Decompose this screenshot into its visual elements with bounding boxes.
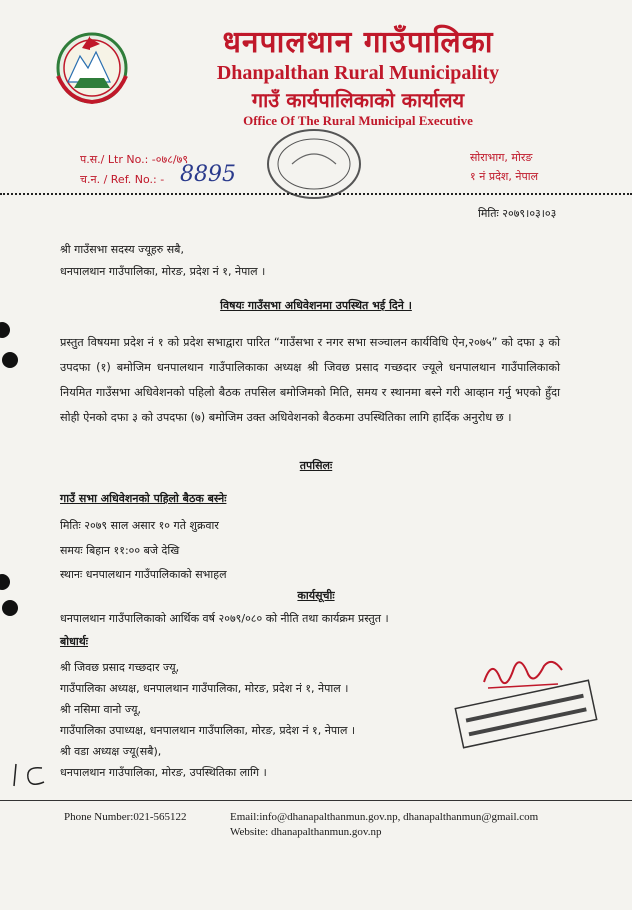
recipient-line-2: धनपालथान गाउँपालिका, मोरङ, प्रदेश नं १, नेपाल । <box>60 265 266 278</box>
cc-heading: बोधार्थः <box>60 635 88 648</box>
footer-divider <box>0 800 632 801</box>
office-name-english: Office Of The Rural Municipal Executive <box>243 113 473 128</box>
margin-note <box>10 760 50 790</box>
agenda-heading: कार्यसूचीः <box>297 589 335 602</box>
punch-hole <box>0 322 10 338</box>
meeting-time: समयः बिहान ११:०० बजे देखि <box>60 544 180 557</box>
ref-number-handwritten: 8895 <box>180 162 236 187</box>
cc-line: गाउँपालिका उपाध्यक्ष, धनपालथान गाउँपालिका, मोरङ, प्रदेश नं १, नेपाल । <box>60 724 356 737</box>
letter-date: मितिः २०७९।०३।०३ <box>478 207 557 220</box>
cc-line: श्री नसिमा वानो ज्यू, <box>60 703 142 716</box>
address-line-1: सोराभाग, मोरङ <box>470 151 533 164</box>
cc-line: श्री वडा अध्यक्ष ज्यू(सबै), <box>60 745 162 758</box>
municipality-logo <box>44 26 140 110</box>
body-paragraph: प्रस्तुत विषयमा प्रदेश नं १ को प्रदेश सभाद्वारा पारित “गाउँसभा र नगर सभा सञ्चालन कार्यविधि ऐन,२०७५” को दफा ३ को उपदफा (१) बमोजिम धनपालथान गाउँपालिकाका अध्यक्ष श्री जिवछ प्रसाद गच्छदार ज्यूले धनपालथान गाउँपालिकाको नियमित गाउँसभा अधिवेशनको पहिलो बैठक तपसिल बमोजिमको मिति, समय र स्थानमा बस्ने गरी आव्हान गर्नु भएको हुँदा सोही ऐनको दफा ३ को उपदफा (७) बमोजिम उक्त अधिवेशनको बैठकमा उपस्थितिका लागि हार्दिक अनुरोध छ । <box>60 336 560 424</box>
footer-phone: Phone Number:021-565122 <box>64 811 187 823</box>
footer-website: Website: dhanapalthanmun.gov.np <box>230 826 382 838</box>
cc-line: गाउँपालिका अध्यक्ष, धनपालथान गाउँपालिका, मोरङ, प्रदेश नं १, नेपाल । <box>60 682 349 695</box>
cc-line: श्री जिवछ प्रसाद गच्छदार ज्यू, <box>60 661 180 674</box>
address-line-2: १ नं प्रदेश, नेपाल <box>470 170 539 183</box>
meeting-heading: गाउँ सभा अधिवेशनको पहिलो बैठक बस्नेः <box>60 492 227 505</box>
recipient-line-1: श्री गाउँसभा सदस्य ज्यूहरु सबै, <box>60 243 184 256</box>
municipality-name-nepali: धनपालथान गाउँपालिका <box>222 25 494 60</box>
header-divider <box>0 193 632 195</box>
punch-hole <box>2 600 18 616</box>
punch-hole <box>2 352 18 368</box>
ref-number-label: च.न. / Ref. No.: - <box>80 173 165 186</box>
footer-email: Email:info@dhanapalthanmun.gov.np, dhanapalthanmun@gmail.com <box>230 811 539 823</box>
letter-number: प.स./ Ltr No.: -०७८/७९ <box>80 153 189 166</box>
meeting-place: स्थानः धनपालथान गाउँपालिकाको सभाहल <box>60 568 227 581</box>
agenda-item: धनपालथान गाउँपालिकाको आर्थिक वर्ष २०७९/०८० को नीति तथा कार्यक्रम प्रस्तुत । <box>60 612 389 625</box>
tapsil-heading: तपसिलः <box>299 459 333 472</box>
subject-line: विषयः गाउँसभा अधिवेशनमा उपस्थित भई दिने । <box>220 299 412 312</box>
office-seal <box>262 124 366 204</box>
municipality-name-english: Dhanpalthan Rural Municipality <box>216 62 500 84</box>
meeting-date: मितिः २०७९ साल असार १० गते शुक्रवार <box>60 519 219 532</box>
office-name-nepali: गाउँ कार्यपालिकाको कार्यालय <box>251 88 465 112</box>
cc-line: धनपालथान गाउँपालिका, मोरङ, उपस्थितिका लागि । <box>60 766 267 779</box>
